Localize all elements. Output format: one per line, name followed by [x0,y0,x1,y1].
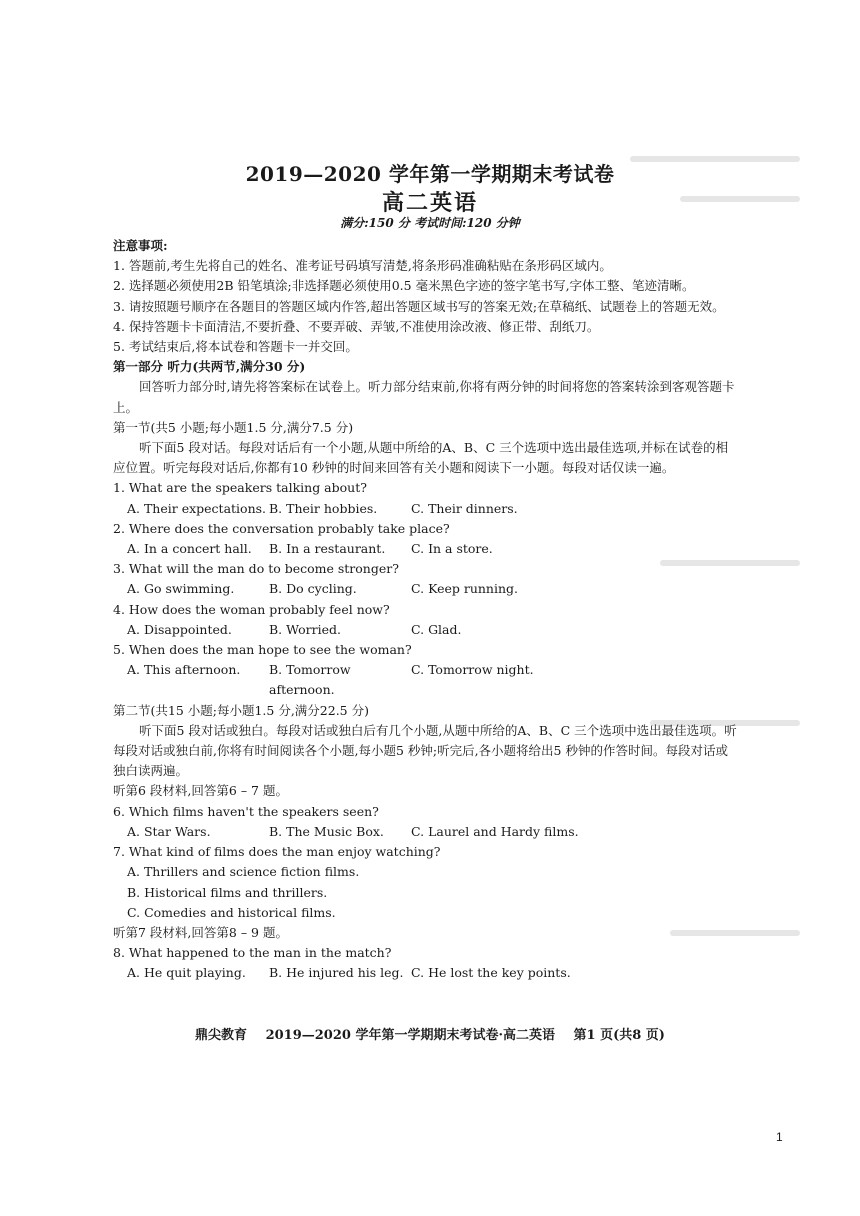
section1-heading: 第一节(共5 小题;每小题1.5 分,满分7.5 分) [113,419,354,435]
option-a: A. Thrillers and science fiction films. [127,864,360,880]
option-c: C. He lost the key points. [411,965,571,981]
exam-subject: 高二英语 [381,190,478,216]
question-options [113,620,738,640]
footer-org: 鼎尖教育 [195,1028,248,1043]
question-stem: 6. Which films haven't the speakers seen? [113,803,379,819]
option-a: A. Star Wars. [127,823,211,839]
option-c: C. Tomorrow night. [411,662,534,678]
question-stem: 3. What will the man do to become stronger? [113,561,399,577]
page-number: 1 [776,1130,783,1144]
notice-heading: 注意事项: [113,238,168,253]
material-heading: 听第6 段材料,回答第6 – 7 题。 [113,783,288,799]
option-c: C. Their dinners. [411,500,518,516]
option-b: B. Worried. [269,621,341,637]
notice-item: 5. 考试结束后,将本试卷和答题卡一并交回。 [113,339,358,355]
question-options [113,963,738,983]
notice-item: 2. 选择题必须使用2B 铅笔填涂;非选择题必须使用0.5 毫米黑色字迹的签字笔书写,字体工整、笔迹清晰。 [113,278,695,294]
question-stem: 8. What happened to the man in the match? [113,945,392,961]
question-stem: 4. How does the woman probably feel now? [113,601,390,617]
section2-heading: 第二节(共15 小题;每小题1.5 分,满分22.5 分) [113,702,369,718]
option-a: A. Their expectations. [127,500,267,516]
question-stem: 1. What are the speakers talking about? [113,480,367,496]
notice-item: 4. 保持答题卡卡面清洁,不要折叠、不要弄破、弄皱,不准使用涂改液、修正带、刮纸刀。 [113,318,600,334]
footer-page: 第1 页(共8 页) [573,1028,665,1043]
section2-intro: 听下面5 段对话或独白。每段对话或独白后有几个小题,从题中所给的A、B、C 三个选项中选出最佳选项。听每段对话或独白前,你将有时间阅读各个小题,每小题5 秒钟;听完后,各小题将给出5 秒钟的作答时间。每段对话或独白读两遍。 [113,722,737,779]
question-stem: 7. What kind of films does the man enjoy watching? [113,844,441,860]
option-b: B. He injured his leg. [269,965,404,981]
option-a: A. In a concert hall. [127,541,252,557]
part1-heading: 第一部分 听力(共两节,满分30 分) [113,359,306,375]
option-b: B. Do cycling. [269,581,357,597]
option-b: B. Historical films and thrillers. [127,884,328,900]
question-options [113,822,738,842]
option-a: A. Go swimming. [127,581,235,597]
question-options [113,579,738,599]
question-options [113,539,738,559]
exam-meta: 满分:150 分 考试时间:120 分钟 [340,216,520,230]
question-options [113,660,738,700]
option-c: C. Glad. [411,621,462,637]
option-b: B. The Music Box. [269,823,384,839]
page-footer [0,1024,860,1043]
option-b: B. In a restaurant. [269,541,386,557]
question-stem: 2. Where does the conversation probably take place? [113,520,450,536]
question-options [113,499,738,519]
notice-item: 3. 请按照题号顺序在各题目的答题区域内作答,超出答题区域书写的答案无效;在草稿纸、试题卷上的答题无效。 [113,298,725,314]
question-stem: 5. When does the man hope to see the woman? [113,642,412,658]
section1-intro: 听下面5 段对话。每段对话后有一个小题,从题中所给的A、B、C 三个选项中选出最佳选项,并标在试卷的相应位置。听完每段对话后,你都有10 秒钟的时间来回答有关小题和阅读下一小题。每段对话仅读一遍。 [113,440,729,476]
exam-title: 2019—2020 学年第一学期期末考试卷 [245,162,615,186]
option-b: B. Tomorrow afternoon. [269,662,351,698]
option-c: C. Laurel and Hardy films. [411,823,579,839]
option-b: B. Their hobbies. [269,500,378,516]
exam-body [113,236,738,984]
option-c: C. Keep running. [411,581,518,597]
option-a: A. He quit playing. [127,965,246,981]
option-c: C. Comedies and historical films. [127,904,336,920]
option-a: A. Disappointed. [127,621,232,637]
material-heading: 听第7 段材料,回答第8 – 9 题。 [113,924,288,940]
option-a: A. This afternoon. [127,662,241,678]
footer-title: 2019—2020 学年第一学期期末考试卷·高二英语 [265,1028,555,1043]
part1-intro: 回答听力部分时,请先将答案标在试卷上。听力部分结束前,你将有两分钟的时间将您的答案转涂到客观答题卡上。 [113,379,735,415]
notice-item: 1. 答题前,考生先将自己的姓名、准考证号码填写清楚,将条形码准确粘贴在条形码区域内。 [113,258,612,274]
option-c: C. In a store. [411,541,493,557]
